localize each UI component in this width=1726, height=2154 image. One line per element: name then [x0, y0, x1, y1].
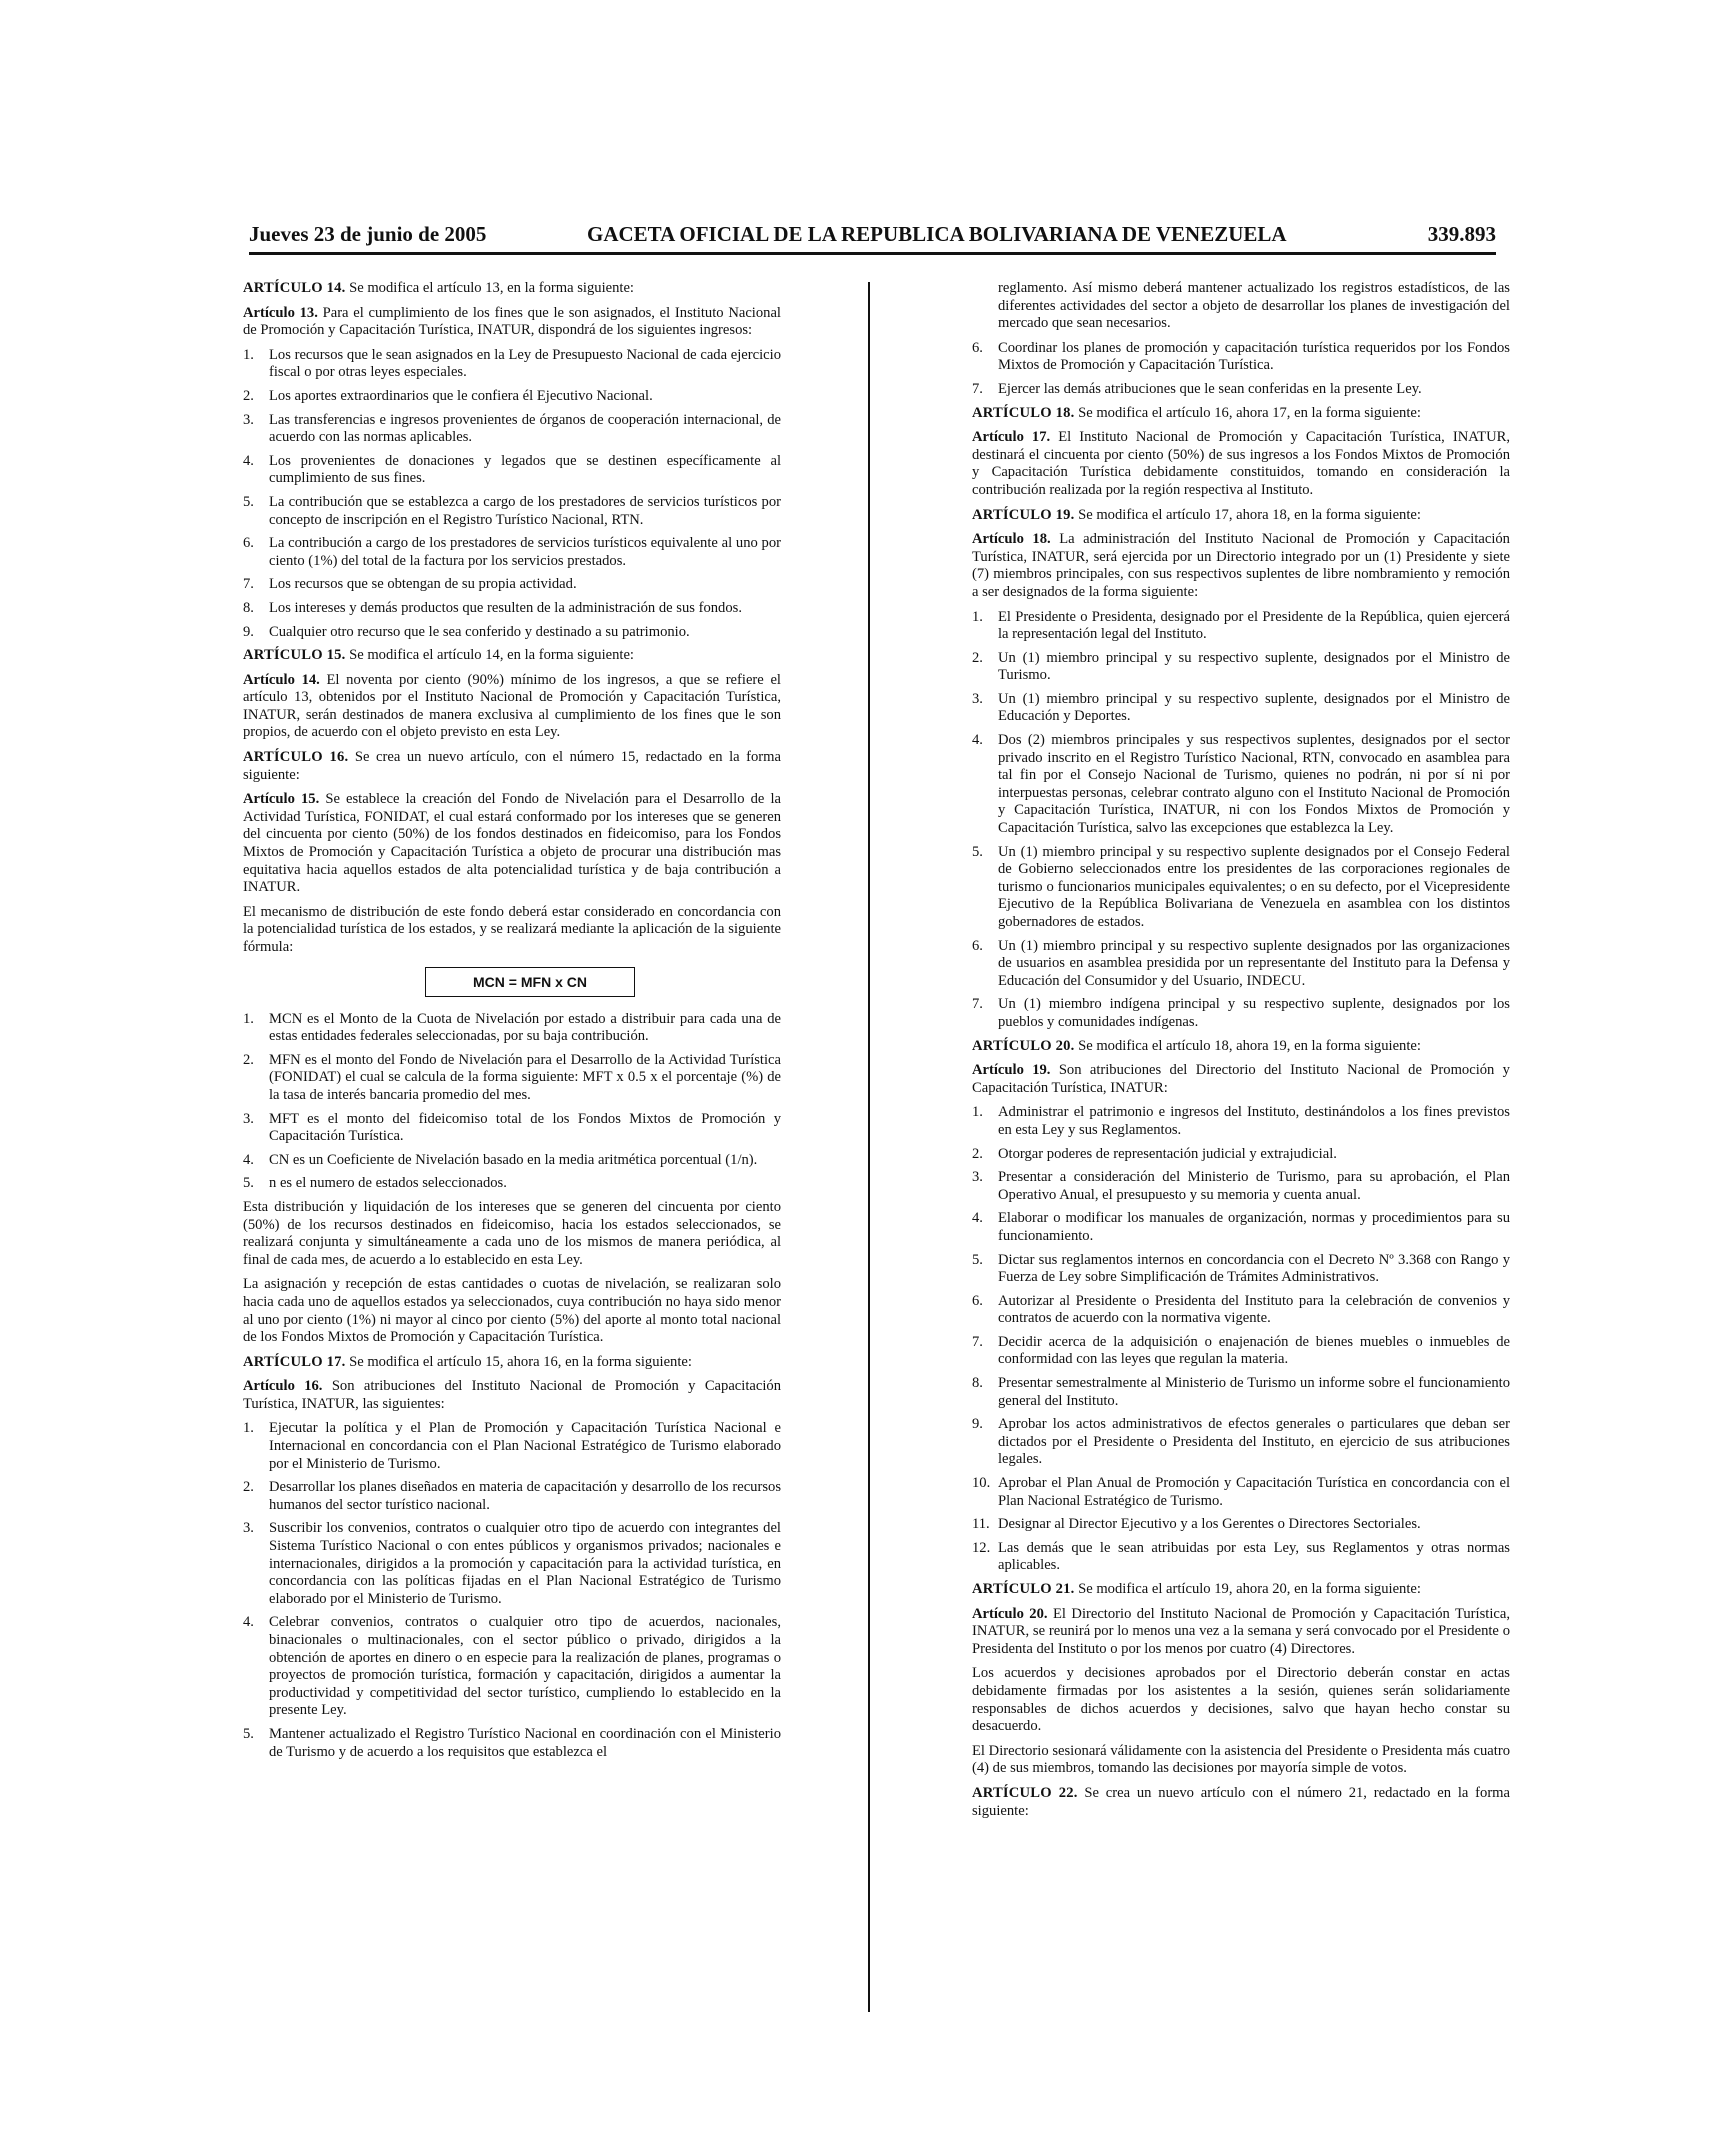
article-19-heading: ARTÍCULO 19. Se modifica el artículo 17, ahora 18, en la forma siguiente: — [972, 506, 1421, 523]
list-item: 9. Aprobar los actos administrativos de efectos generales o particulares que deban ser dictados por el Presidente o Presidenta del Instituto, en ejercicio de sus atribuciones legales. — [972, 1416, 1510, 1468]
article-20-paragraph-3: El Directorio sesionará válidamente con la asistencia del Presidente o Presidenta más cuatro (4) de sus miembros, tomando las decisiones por mayoría simple de votos. — [972, 1742, 1510, 1777]
article-21-heading: ARTÍCULO 21. Se modifica el artículo 19, ahora 20, en la forma siguiente: — [972, 1581, 1421, 1597]
list-item: 2. Un (1) miembro principal y su respectivo suplente, designados por el Ministro de Turismo. — [972, 649, 1510, 684]
article-16-continuation: reglamento. Así mismo deberá mantener actualizado los registros estadísticos, de las diferentes actividades del sector a objeto de desarrollar los planes de investigación del mercado que sean necesarios. — [998, 280, 1510, 332]
list-item: 9. Cualquier otro recurso que le sea conferido y destinado a su patrimonio. — [243, 623, 690, 640]
article-15-paragraph-4: La asignación y recepción de estas cantidades o cuotas de nivelación, se realizaran solo hacia cada uno de aquellos estados ya seleccionados, cuya contribución no haya sido menor al uno por ciento (1%) ni mayor al cinco por ciento (5%) del aporte al monto total nacional de los Fondos Mixtos de Promoción y Capacitación Turística. — [243, 1276, 781, 1346]
article-16-list — [243, 1420, 781, 1761]
list-item: 3. Un (1) miembro principal y su respectivo suplente, designados por el Ministro de Educación y Deportes. — [972, 690, 1510, 725]
article-18-text: Artículo 18. La administración del Instituto Nacional de Promoción y Capacitación Turística, INATUR, será ejercida por un Directorio integrado por un (1) Presidente y siete (7) miembros principales, con sus respectivos suplentes de libre nombramiento y remoción a ser designados de la forma siguiente: — [972, 531, 1510, 600]
article-13-list — [243, 347, 781, 641]
list-item: 5. Mantener actualizado el Registro Turístico Nacional en coordinación con el Ministerio de Turismo y de acuerdo a los requisitos que establezca el — [243, 1725, 781, 1760]
column-divider — [868, 282, 870, 2012]
list-item: 2. MFN es el monto del Fondo de Nivelación para el Desarrollo de la Actividad Turística (FONIDAT) el cual se calcula de la forma siguiente: MFT x 0.5 x el porcentaje (%) de la tasa de interés bancaria promedio del mes. — [243, 1051, 781, 1103]
list-item: 2. Otorgar poderes de representación judicial y extrajudicial. — [972, 1145, 1337, 1162]
header-title: GACETA OFICIAL DE LA REPUBLICA BOLIVARIANA DE VENEZUELA — [587, 222, 1287, 246]
list-item: 3. Suscribir los convenios, contratos o cualquier otro tipo de acuerdo con integrantes del Sistema Turístico Nacional o con entes públicos y organismos privados; nacionales e internacionales, dirigidos a la promoción y capacitación para la actividad turística, en concordancia con las políticas fijadas en el Plan Nacional Estratégico de Turismo elaborado por el Ministerio de Turismo. — [243, 1520, 781, 1607]
list-item: 5. n es el numero de estados seleccionados. — [243, 1175, 507, 1192]
list-item: 8. Presentar semestralmente al Ministerio de Turismo un informe sobre el funcionamiento general del Instituto. — [972, 1375, 1510, 1409]
right-column — [972, 280, 1510, 1827]
list-item: 1. Ejecutar la política y el Plan de Promoción y Capacitación Turística Nacional e Internacional en concordancia con el Plan Nacional Estratégico de Turismo elaborado por el Ministerio de Turismo. — [243, 1420, 781, 1472]
list-item: 10. Aprobar el Plan Anual de Promoción y Capacitación Turística en concordancia con el Plan Nacional Estratégico de Turismo. — [972, 1475, 1510, 1509]
list-item: 3. Presentar a consideración del Ministerio de Turismo, para su aprobación, el Plan Operativo Anual, el presupuesto y su memoria y cuenta anual. — [972, 1169, 1510, 1203]
article-18-list — [972, 609, 1510, 1032]
article-16-text: Artículo 16. Son atribuciones del Instituto Nacional de Promoción y Capacitación Turística, INATUR, las siguientes: — [243, 1378, 781, 1412]
article-15-text: Artículo 15. Se establece la creación del Fondo de Nivelación para el Desarrollo de la Actividad Turística, FONIDAT, el cual estará conformado por los intereses que se generen del cincuenta por ciento (50%) de los fondos destinados en fideicomiso, para los Fondos Mixtos de Promoción y Capacitación Turística a objeto de procurar una distribución mas equitativa hacia aquellos estados de alta potencialidad turística y de baja contribución a INATUR. — [243, 791, 781, 896]
list-item: 5. La contribución que se establezca a cargo de los prestadores de servicios turísticos por concepto de inscripción en el Registro Turístico Nacional, RTN. — [243, 493, 781, 528]
list-item: 7. Los recursos que se obtengan de su propia actividad. — [243, 576, 577, 593]
article-16-heading: ARTÍCULO 16. Se crea un nuevo artículo, con el número 15, redactado en la forma siguiente: — [243, 749, 781, 783]
list-item: 3. MFT es el monto del fideicomiso total de los Fondos Mixtos de Promoción y Capacitación Turística. — [243, 1110, 781, 1145]
article-19-text: Artículo 19. Son atribuciones del Directorio del Instituto Nacional de Promoción y Capacitación Turística, INATUR: — [972, 1062, 1510, 1096]
article-14-heading: ARTÍCULO 14. Se modifica el artículo 13, en la forma siguiente: — [243, 280, 634, 296]
article-15-paragraph-2: El mecanismo de distribución de este fondo deberá estar considerado en concordancia con la potencialidad turística de los estados, y se realizará mediante la aplicación de la siguiente fórmula: — [243, 903, 781, 955]
list-item: 1. Administrar el patrimonio e ingresos del Instituto, destinándolos a los fines previstos en esta Ley y sus Reglamentos. — [972, 1104, 1510, 1138]
formula-box: MCN = MFN x CN — [425, 967, 635, 997]
list-item: 2. Los aportes extraordinarios que le confiera él Ejecutivo Nacional. — [243, 387, 653, 404]
list-item: 4. CN es un Coeficiente de Nivelación basado en la media aritmética porcentual (1/n). — [243, 1151, 758, 1168]
article-19-list — [972, 1104, 1510, 1575]
article-15-paragraph-3: Esta distribución y liquidación de los intereses que se generen del cincuenta por ciento (50%) de los recursos destinados en fideicomiso, hacia los estados seleccionados, se realizará conjunta y simultáneamente a cada uno de los mismos de manera periódica, al final de cada mes, de acuerdo a lo establecido en esta Ley. — [243, 1198, 781, 1268]
list-item: 11. Designar al Director Ejecutivo y a los Gerentes o Directores Sectoriales. — [972, 1516, 1421, 1533]
list-item: 6. La contribución a cargo de los prestadores de servicios turísticos equivalente al uno por ciento (1%) del total de la factura por los servicios prestados. — [243, 535, 781, 569]
article-20-heading: ARTÍCULO 20. Se modifica el artículo 18, ahora 19, en la forma siguiente: — [972, 1037, 1421, 1054]
list-item: 5. Un (1) miembro principal y su respectivo suplente designados por el Consejo Federal de Gobierno seleccionados entre los presidentes de las corporaciones regionales de turismo o funcionarios municipales equivalentes; o en su defecto, por el Vicepresidente Ejecutivo de la República Bolivariana de Venezuela en asamblea con los distintos gobernadores de estados. — [972, 843, 1510, 930]
list-item: 12. Las demás que le sean atribuidas por esta Ley, sus Reglamentos y otras normas aplicables. — [972, 1539, 1510, 1574]
header-rule — [249, 252, 1496, 255]
list-item: 5. Dictar sus reglamentos internos en concordancia con el Decreto Nº 3.368 con Rango y Fuerza de Ley sobre Simplificación de Trámites Administrativos. — [972, 1251, 1510, 1286]
list-item: 6. Un (1) miembro principal y su respectivo suplente designados por las organizaciones de usuarios en asamblea presidida por un representante del Instituto para la Defensa y Educación del Consumidor y del Usuario, INDECU. — [972, 937, 1510, 989]
list-item: 1. El Presidente o Presidenta, designado por el Presidente de la República, quien ejercerá la representación legal del Instituto. — [972, 608, 1510, 643]
list-item: 4. Dos (2) miembros principales y sus respectivos suplentes, designados por el sector privado inscrito en el Registro Turístico Nacional, RTN, convocado en asamblea para tal fin por el Consejo Nacional de Turismo, quienes no podrán, ni por sí ni por interpuestas personas, celebrar contrato alguno con el Instituto Nacional de Promoción y Capacitación Turística, INATUR, ni con los Fondos Mixtos de Promoción y Capacitación Turística, salvo las excepciones que establezca la Ley. — [972, 732, 1510, 837]
article-18-heading: ARTÍCULO 18. Se modifica el artículo 16, ahora 17, en la forma siguiente: — [972, 404, 1421, 421]
list-item: 3. Las transferencias e ingresos provenientes de órganos de cooperación internacional, de acuerdo con las normas aplicables. — [243, 411, 781, 446]
article-20-paragraph-2: Los acuerdos y decisiones aprobados por el Directorio deberán constar en actas debidamente firmadas por los asistentes a la sesión, quienes serán solidariamente responsables de dichos acuerdos y decisiones, salvo que hayan hecho constar su desacuerdo. — [972, 1665, 1510, 1735]
article-20-text: Artículo 20. El Directorio del Instituto Nacional de Promoción y Capacitación Turística, INATUR, se reunirá por lo menos una vez a la semana y será convocado por el Presidente o Presidenta del Instituto o por los menos por cuatro (4) Directores. — [972, 1605, 1510, 1657]
article-13-text: Artículo 13. Para el cumplimiento de los fines que le son asignados, el Instituto Nacional de Promoción y Capacitación Turística, INATUR, dispondrá de los siguientes ingresos: — [243, 304, 781, 339]
article-14-text: Artículo 14. El noventa por ciento (90%) mínimo de los ingresos, a que se refiere el artículo 13, obtenidos por el Instituto Nacional de Promoción y Capacitación Turística, INATUR, serán destinados de manera exclusiva al cumplimiento de los fines que le son propios, de acuerdo con el objeto previsto en esta Ley. — [243, 671, 781, 741]
article-22-heading: ARTÍCULO 22. Se crea un nuevo artículo con el número 21, redactado en la forma siguiente: — [972, 1784, 1511, 1819]
list-item: 7. Un (1) miembro indígena principal y su respectivo suplente, designados por los pueblos y comunidades indígenas. — [972, 996, 1510, 1030]
page-header — [249, 222, 1496, 252]
article-16-list-continued — [972, 340, 1510, 399]
list-item: 4. Los provenientes de donaciones y legados que se destinen específicamente al cumplimiento de sus fines. — [243, 452, 781, 487]
list-item: 4. Elaborar o modificar los manuales de organización, normas y procedimientos para su funcionamiento. — [972, 1210, 1510, 1244]
list-item: 4. Celebrar convenios, contratos o cualquier otro tipo de acuerdos, nacionales, binacionales o multinacionales, con el sector público o privado, dirigidos a la obtención de aportes en dinero o en especie para la realización de planes, programas o proyectos de promoción turística, formación y capacitación, dirigidos a aumentar la productividad y competitividad del sector turístico, cumpliendo lo establecido en la presente Ley. — [243, 1614, 781, 1719]
list-item: 6. Autorizar al Presidente o Presidenta del Instituto para la celebración de convenios y contratos de acuerdo con la normativa vigente. — [972, 1292, 1510, 1327]
article-15-heading: ARTÍCULO 15. Se modifica el artículo 14, en la forma siguiente: — [243, 647, 634, 664]
article-17-text: Artículo 17. El Instituto Nacional de Promoción y Capacitación Turística, INATUR, destinará el cincuenta por ciento (50%) de sus ingresos a los Fondos Mixtos de Promoción y Capacitación Turística debidamente constituidos, tomando en consideración la contribución realizada por la región respectiva al Instituto. — [972, 429, 1510, 498]
article-15-list — [243, 1011, 781, 1193]
header-date: Jueves 23 de junio de 2005 — [249, 222, 487, 246]
list-item: 7. Ejercer las demás atribuciones que le sean conferidas en la presente Ley. — [972, 380, 1422, 397]
left-column — [243, 280, 781, 1767]
list-item: 6. Coordinar los planes de promoción y capacitación turística requeridos por los Fondos Mixtos de Promoción y Capacitación Turística. — [972, 339, 1510, 374]
list-item: 1. Los recursos que le sean asignados en la Ley de Presupuesto Nacional de cada ejercicio fiscal o por otras leyes especiales. — [243, 346, 781, 381]
list-item: 1. MCN es el Monto de la Cuota de Nivelación por estado a distribuir para cada una de estas entidades federales seleccionadas, por su baja contribución. — [243, 1010, 781, 1045]
header-page-number: 339.893 — [1427, 222, 1496, 246]
list-item: 7. Decidir acerca de la adquisición o enajenación de bienes muebles o inmuebles de conformidad con las leyes que regulan la materia. — [972, 1333, 1510, 1368]
list-item: 2. Desarrollar los planes diseñados en materia de capacitación y desarrollo de los recursos humanos del sector turístico nacional. — [243, 1479, 781, 1513]
article-17-heading: ARTÍCULO 17. Se modifica el artículo 15, ahora 16, en la forma siguiente: — [243, 1353, 692, 1370]
list-item: 8. Los intereses y demás productos que resulten de la administración de sus fondos. — [243, 599, 742, 616]
